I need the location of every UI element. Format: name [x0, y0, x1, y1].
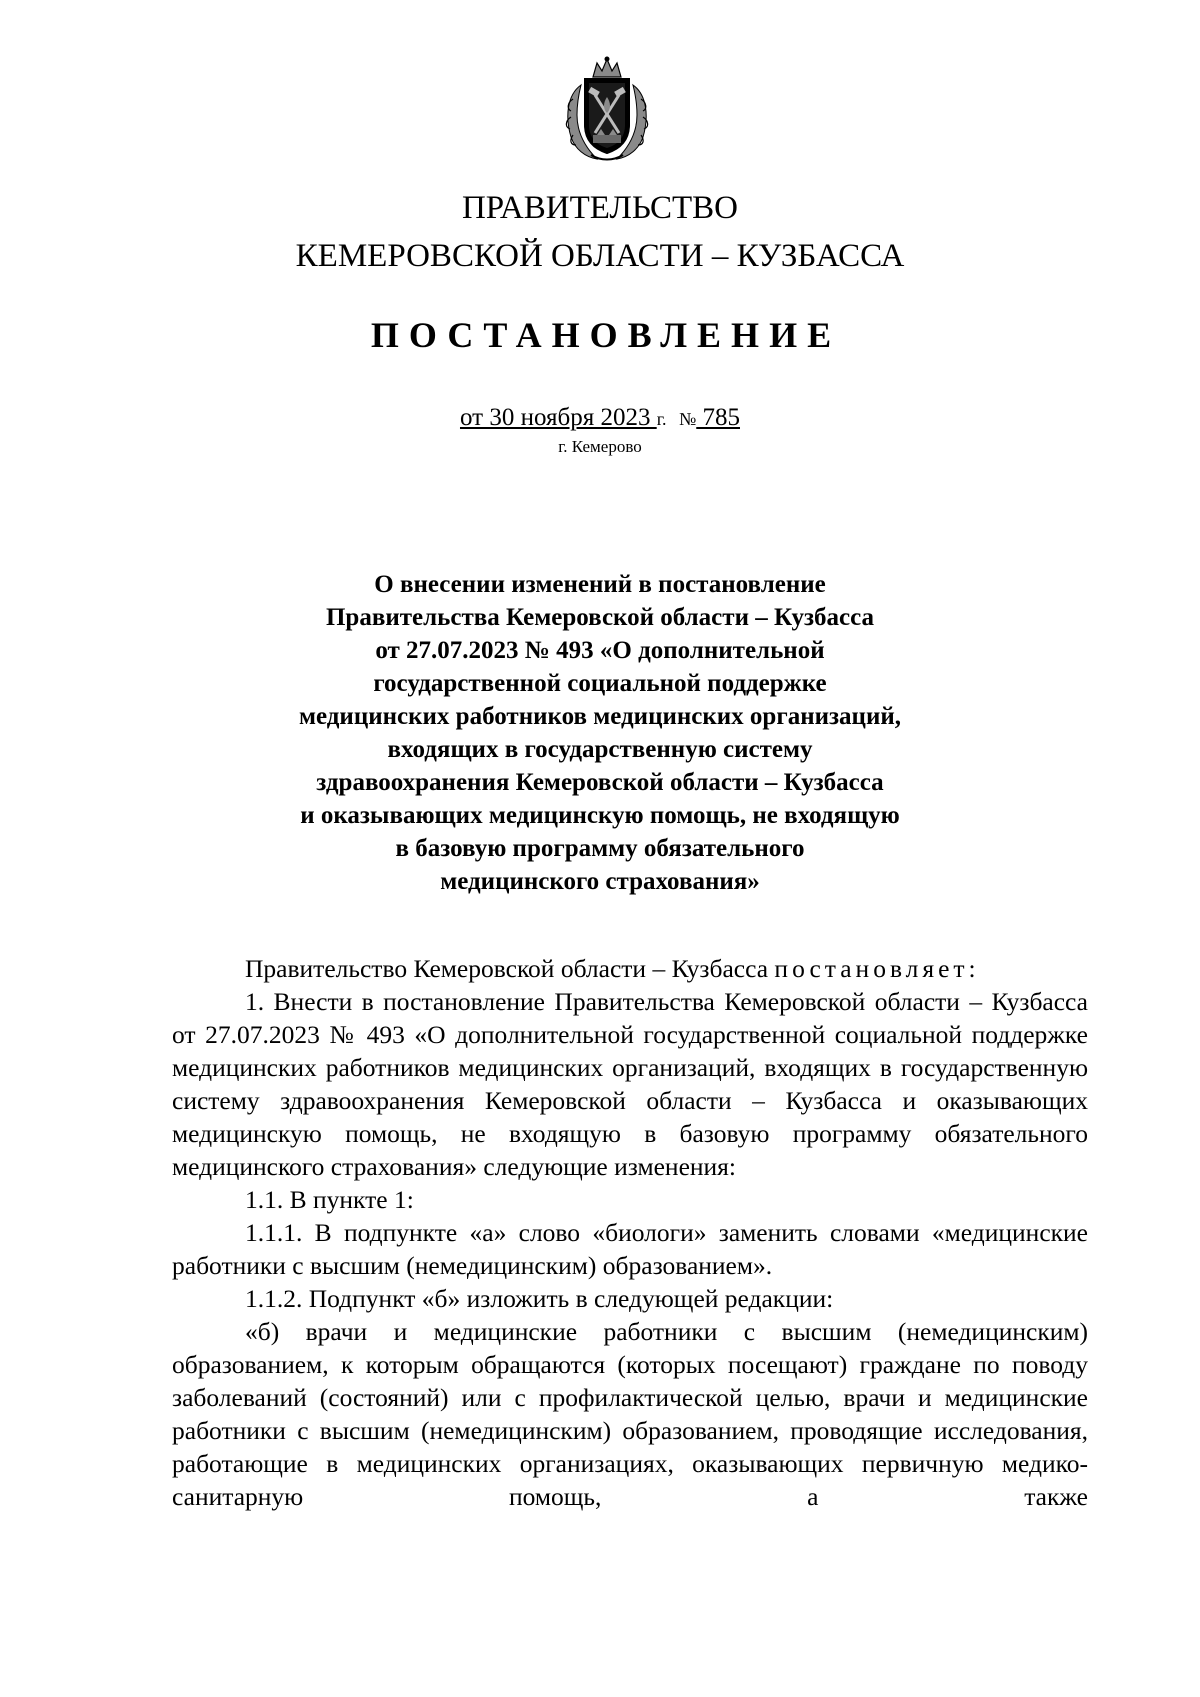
subject-line: медицинских работников медицинских организаций, [298, 703, 902, 730]
subject-line: входящих в государственную систему [387, 736, 813, 763]
paragraph-1-1-1: 1.1.1. В подпункте «а» слово «биологи» заменить словами «медицинские работники с высшим (немедицинским) образованием». [172, 1218, 1088, 1280]
decree-number: 785 [696, 404, 740, 431]
subject-line: медицинского страхования» [440, 868, 760, 895]
paragraph-subitem-b: «б) врачи и медицинские работники с высшим (немедицинским) образованием, к которым обращаются (которых посещают) граждане по поводу заболеваний (состояний) или с профилактической целью, врачи и медицинские работники с высшим (немедицинским) образованием, проводящие исследования, работающие в медицинских организациях, оказывающих первичную медико-санитарную помощь, а также [172, 1317, 1088, 1511]
subject-line: и оказывающих медицинскую помощь, не входящую [300, 802, 900, 829]
subject-line: государственной социальной поддержке [373, 670, 827, 697]
number-sign: № [679, 409, 697, 429]
decree-body [172, 952, 1088, 1513]
issue-city: г. Кемерово [558, 437, 642, 456]
year-suffix: г. [656, 409, 667, 429]
issuer-line-1: ПРАВИТЕЛЬСТВО [461, 190, 739, 226]
paragraph-1-1-2: 1.1.2. Подпункт «б» изложить в следующей редакции: [245, 1284, 834, 1313]
subject-line: в базовую программу обязательного [395, 835, 805, 862]
intro-paragraph [172, 952, 1088, 985]
intro-text: Правительство Кемеровской области – Кузбасса [245, 954, 775, 983]
paragraph-1: 1. Внести в постановление Правительства Кемеровской области – Кузбасса от 27.07.2023 № 493 «О дополнительной государственной социальной поддержке медицинских работников медицинских организаций, входящих в государственную систему здравоохранения Кемеровской области – Кузбасса и оказывающих медицинскую помощь, не входящую в базовую программу обязательного медицинского страхования» следующие изменения: [172, 987, 1088, 1181]
document-type-title: ПОСТАНОВЛЕНИЕ [370, 315, 842, 355]
intro-resolves: постановляет: [774, 954, 980, 983]
subject-line: здравоохранения Кемеровской области – Кузбасса [316, 769, 884, 796]
decree-subject [0, 568, 1200, 898]
subject-line: Правительства Кемеровской области – Кузбасса [325, 604, 875, 631]
decree-date: от 30 ноября 2023 [459, 404, 657, 431]
paragraph-1-1: 1.1. В пункте 1: [245, 1185, 414, 1214]
date-number-line [0, 404, 1200, 432]
subject-line: от 27.07.2023 № 493 «О дополнительной [375, 637, 825, 664]
issuer-line-2: КЕМЕРОВСКОЙ ОБЛАСТИ – КУЗБАССА [295, 238, 905, 274]
subject-line: О внесении изменений в постановление [374, 571, 826, 598]
kuzbass-coat-of-arms-icon [561, 55, 653, 163]
issuer-name [0, 184, 1200, 280]
